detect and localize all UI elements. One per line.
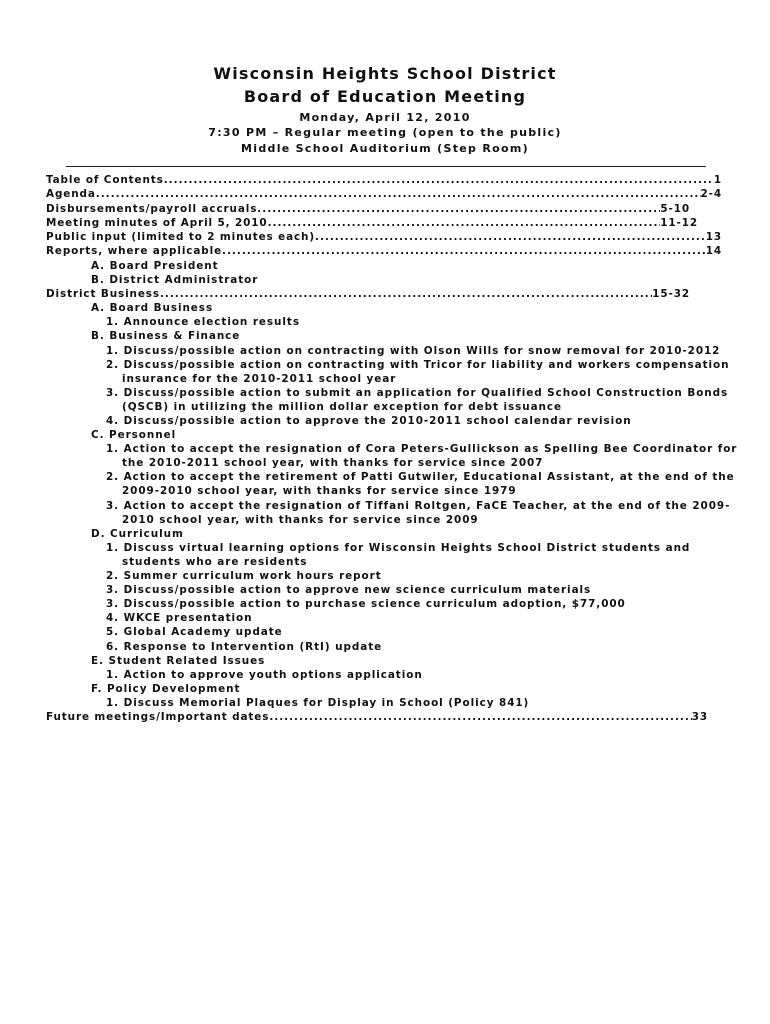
leader-dots	[257, 202, 660, 216]
toc-label: Table of Contents	[46, 174, 164, 186]
header-divider	[66, 166, 706, 167]
toc-label: Meeting minutes of April 5, 2010	[46, 216, 268, 229]
agenda-item: 3. Discuss/possible action to approve new science curriculum materials	[106, 584, 592, 597]
toc-entry-public-input	[46, 230, 722, 244]
toc-entry-reports	[46, 244, 722, 258]
agenda-item-continued: 2009-2010 school year, with thanks for service since 1979	[122, 485, 517, 498]
agenda-item: 1. Discuss/possible action on contracting with Olson Wills for snow removal for 2010-2012	[106, 344, 721, 357]
toc-entry-agenda	[46, 187, 722, 201]
agenda-item: 1. Discuss Memorial Plaques for Display in School (Policy 841)	[106, 696, 530, 709]
section-heading: A. Board Business	[91, 302, 214, 315]
toc-page: 15-32	[652, 287, 690, 300]
toc-label: Future meetings/Important dates	[46, 710, 270, 723]
agenda-item: 2. Discuss/possible action on contracting with Tricor for liability and workers compensation	[106, 358, 730, 371]
leader-dots	[268, 216, 661, 230]
section-heading: C. Personnel	[91, 429, 177, 442]
leader-dots	[164, 173, 714, 187]
leader-dots	[269, 710, 691, 724]
leader-dots	[222, 244, 706, 258]
agenda-item-continued: insurance for the 2010-2011 school year	[122, 372, 397, 385]
toc-subitem: B. District Administrator	[91, 273, 259, 286]
agenda-item: 4. WKCE presentation	[106, 612, 253, 625]
agenda-item: 6. Response to Intervention (RtI) update	[106, 640, 383, 653]
toc-page: 11-12	[660, 216, 698, 229]
meeting-title: Board of Education Meeting	[243, 87, 527, 106]
district-title: Wisconsin Heights School District	[213, 64, 557, 83]
agenda-item-continued: the 2010-2011 school year, with thanks for service since 2007	[122, 457, 544, 470]
agenda-item: 3. Discuss/possible action to submit an application for Qualified School Construction Bonds	[106, 386, 729, 399]
agenda-item: 2. Action to accept the retirement of Patti Gutwiler, Educational Assistant, at the end of the	[106, 471, 735, 484]
toc-page: 2-4	[700, 188, 722, 201]
leader-dots	[315, 230, 706, 244]
section-heading: E. Student Related Issues	[91, 654, 266, 667]
toc-subitem: A. Board President	[91, 259, 219, 272]
meeting-location: Middle School Auditorium (Step Room)	[241, 142, 529, 155]
toc-page: 14	[705, 245, 722, 258]
agenda-item: 2. Summer curriculum work hours report	[106, 570, 382, 583]
toc-page: 13	[705, 231, 722, 244]
agenda-item-continued: students who are residents	[122, 555, 308, 568]
toc-entry-district-business	[46, 287, 690, 301]
toc-entry-disbursements	[46, 202, 690, 216]
agenda-item: 5. Global Academy update	[106, 626, 283, 639]
leader-dots	[160, 287, 652, 301]
toc-label: District Business	[46, 287, 160, 300]
toc-page: 5-10	[660, 202, 690, 215]
toc-entry-table-of-contents	[46, 173, 722, 187]
section-heading: B. Business & Finance	[91, 330, 241, 343]
agenda-item-continued: 2010 school year, with thanks for service since 2009	[122, 513, 479, 526]
toc-entry-minutes	[46, 216, 698, 230]
meeting-time: 7:30 PM – Regular meeting (open to the public)	[208, 126, 562, 139]
toc-label: Agenda	[46, 188, 96, 201]
agenda-item-continued: (QSCB) in utilizing the million dollar exception for debt issuance	[122, 400, 562, 413]
toc-label: Reports, where applicable	[46, 245, 223, 258]
meeting-date: Monday, April 12, 2010	[299, 111, 471, 124]
agenda-item: 3. Discuss/possible action to purchase science curriculum adoption, $77,000	[106, 598, 626, 611]
agenda-item: 1. Action to approve youth options application	[106, 668, 423, 681]
agenda-item: 1. Discuss virtual learning options for Wisconsin Heights School District students and	[106, 541, 691, 554]
agenda-item: 1. Action to accept the resignation of Cora Peters-Gullickson as Spelling Bee Coordinator for	[106, 443, 738, 456]
toc-page: 33	[691, 710, 708, 723]
table-of-contents	[46, 173, 738, 724]
toc-entry-future-meetings	[46, 710, 708, 724]
leader-dots	[96, 187, 701, 201]
toc-page: 1	[713, 174, 722, 186]
section-heading: F. Policy Development	[91, 682, 241, 695]
agenda-item: 3. Action to accept the resignation of Tiffani Roltgen, FaCE Teacher, at the end of the 2009-	[106, 499, 731, 512]
toc-label: Disbursements/payroll accruals	[46, 202, 258, 215]
agenda-item: 1. Announce election results	[106, 316, 300, 329]
toc-label: Public input (limited to 2 minutes each)	[46, 231, 315, 244]
agenda-item: 4. Discuss/possible action to approve the 2010-2011 school calendar revision	[106, 415, 632, 428]
section-heading: D. Curriculum	[91, 527, 184, 540]
